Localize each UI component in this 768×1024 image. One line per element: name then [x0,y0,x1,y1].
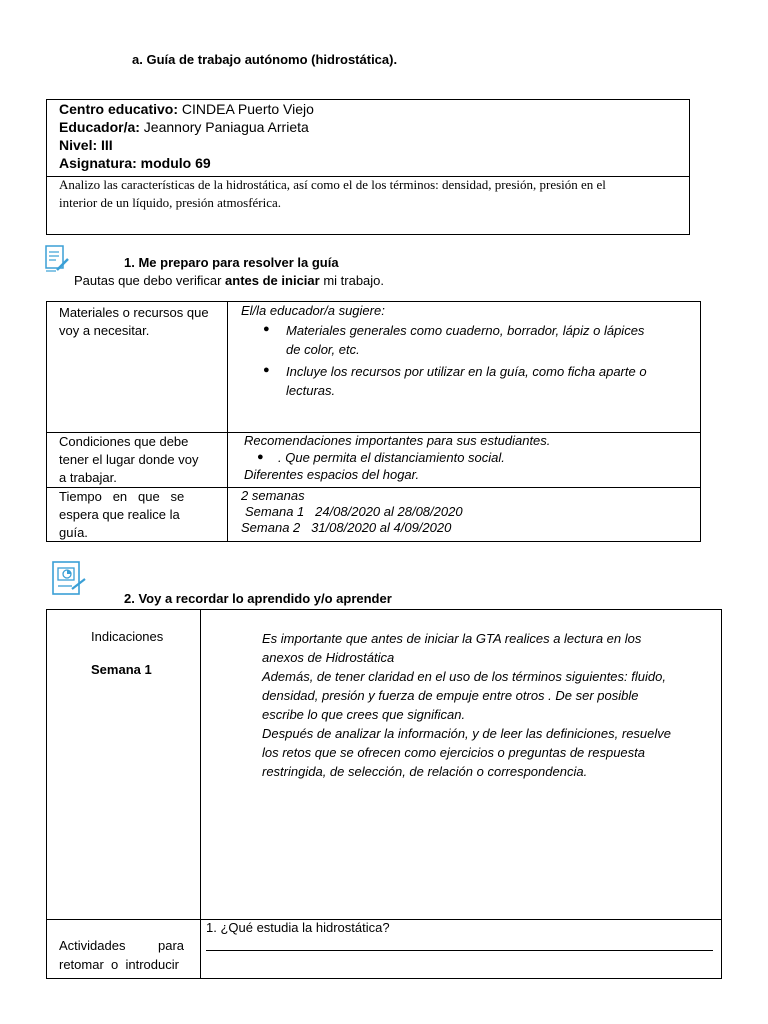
document-pencil-icon [44,244,70,274]
conditions-line-1: Recomendaciones importantes para sus estudiantes. [244,433,551,448]
activities-label-1: Actividades para [59,938,185,953]
conditions-line-3: Diferentes espacios del hogar. [244,467,420,482]
nivel: Nivel: III [59,137,113,153]
section1-title: 1. Me preparo para resolver la guía [124,255,339,270]
conditions-label: Condiciones que debe tener el lugar donde voy a trabajar. [59,434,199,485]
bullet-icon: ● [263,364,270,376]
section1-subtitle: Pautas que debo verificar antes de iniciar mi trabajo. [74,273,385,288]
chart-presentation-icon [50,559,88,597]
educador: Educador/a: Jeannory Paniagua Arrieta [59,119,309,135]
table-column-divider [200,609,201,979]
answer-line[interactable] [206,950,713,951]
semana-label: Semana 1 [91,662,152,677]
materials-bullet-1: Materiales generales como cuaderno, borrador, lápiz o lápices de color, etc. [286,323,645,357]
bullet-icon: ● [263,323,270,335]
time-line-3: Semana 2 31/08/2020 al 4/09/2020 [241,520,452,535]
page-title: a. Guía de trabajo autónomo (hidrostática). [132,52,398,67]
materials-intro: El/la educador/a sugiere: [241,303,385,318]
section2-title: 2. Voy a recordar lo aprendido y/o aprender [124,591,392,606]
table-column-divider [227,301,228,541]
description-line-1: Analizo las características de la hidrostática, así como el de los términos: densidad, presión, presión en el [59,177,606,192]
time-line-1: 2 semanas [241,488,305,503]
bullet-icon: ● [257,451,264,463]
indicaciones-text: Es importante que antes de iniciar la GTA realices a lectura en los anexos de Hidrostática Además, de tener claridad en el uso de los términos siguientes: fluido, densidad, presión y fuerza de empuje entre otros . De ser posible escribe lo que crees que significan. Después de analizar la información, y de leer las definiciones, resuelve los retos que se ofrecen como ejercicios o preguntas de respuesta restringida, de selección, de relación o correspondencia. [262,631,671,779]
centro-educativo: Centro educativo: CINDEA Puerto Viejo [59,101,314,117]
time-label: Tiempo en que se espera que realice la guía. [59,489,185,540]
description-line-2: interior de un líquido, presión atmosférica. [59,195,282,210]
materials-bullet-2: Incluye los recursos por utilizar en la guía, como ficha aparte o lecturas. [286,364,647,398]
activities-label-2: retomar o introducir [59,957,179,972]
question-1: 1. ¿Qué estudia la hidrostática? [206,920,390,935]
conditions-line-2: . Que permita el distanciamiento social. [278,450,505,465]
indicaciones-label: Indicaciones [91,629,164,644]
time-line-2: Semana 1 24/08/2020 al 28/08/2020 [245,504,463,519]
asignatura: Asignatura: modulo 69 [59,155,211,171]
materials-label: Materiales o recursos que voy a necesitar. [59,305,209,338]
